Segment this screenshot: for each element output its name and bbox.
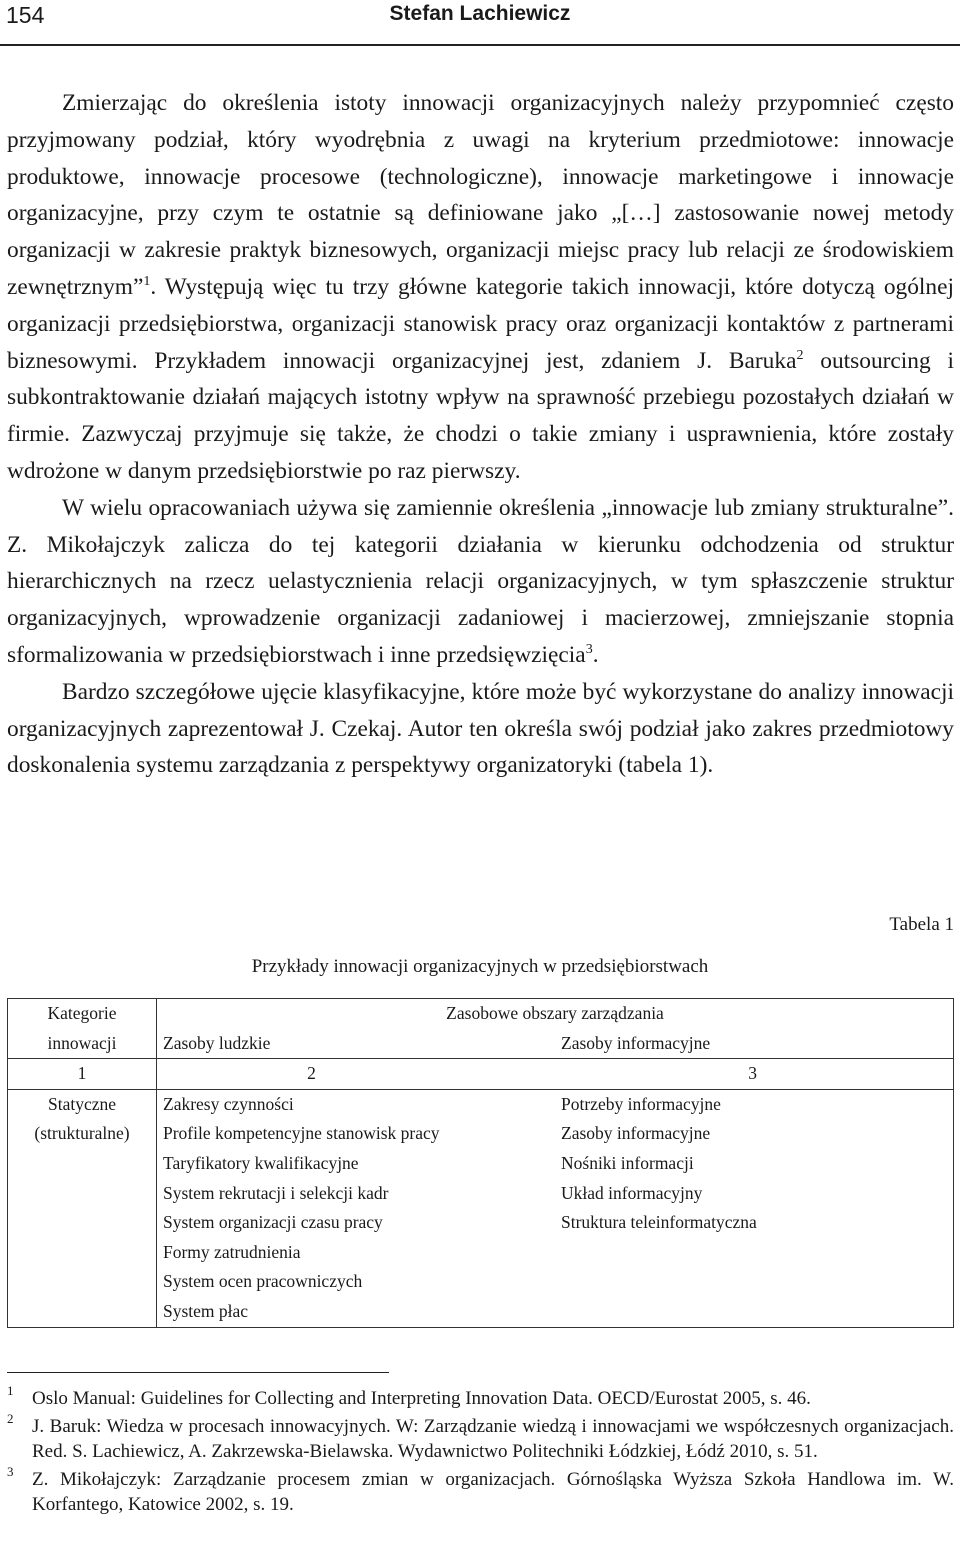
group-header-cell [157, 999, 954, 1059]
number-cell: 3 [748, 1063, 757, 1084]
human-resources-list [163, 1090, 549, 1327]
paragraph [7, 674, 954, 784]
footnote-text: Z. Mikołajczyk: Zarządzanie procesem zmian w organizacjach. Górnośląska Wyższa Szkoła Handlowa im. W. Korfantego, Katowice 2002, s. 19. [32, 1469, 954, 1515]
footnote-number: 3 [7, 1464, 14, 1479]
paragraph-text: W wielu opracowaniach używa się zamiennie określenia „innowacje lub zmiany strukturalne”. Z. Mikołajczyk zalicza do tej kategorii działania w kierunku odchodzenia od struktur hierarchicznych na rzecz uelastycznienia relacji organizacyjnych, w tym spłaszczenie struktur organizacyjnych, wprowadzenie organizacji zadaniowej i macierzowej, zmniejszanie stopnia sformalizowania w przedsiębiorstwach i inne przedsięwzięcia [7, 494, 954, 668]
group-header: Zasobowe obszary zarządzania [446, 1003, 664, 1023]
footnote-ref[interactable]: 1 [143, 273, 151, 289]
table-label: Tabela 1 [889, 914, 954, 935]
footnotes [7, 1383, 954, 1520]
category-cell [8, 1089, 157, 1327]
page-header [0, 0, 960, 46]
category-header-cell [8, 999, 157, 1059]
list-item: Układ informacyjny [561, 1182, 703, 1203]
list-item: Taryfikatory kwalifikacyjne [163, 1152, 359, 1173]
footnote-number: 2 [7, 1411, 14, 1426]
list-item: Potrzeby informacyjne [561, 1093, 721, 1114]
category-header-line: innowacji [47, 1032, 117, 1053]
footnote [7, 1383, 954, 1411]
list-item: System ocen pracowniczych [163, 1271, 363, 1292]
list-item: Nośniki informacji [561, 1152, 694, 1173]
table-title: Przykłady innowacji organizacyjnych w przedsiębiorstwach [251, 956, 709, 977]
information-resources-list [549, 1090, 947, 1327]
number-row [8, 1059, 954, 1090]
footnote [7, 1464, 954, 1517]
list-item: Struktura teleinformatyczna [561, 1212, 757, 1233]
resources-columns [163, 1090, 947, 1327]
paragraph [7, 85, 954, 490]
category-header-line: Kategorie [47, 1003, 117, 1023]
page-number: 154 [6, 2, 45, 28]
running-author: Stefan Lachiewicz [389, 2, 571, 25]
category-line: Statyczne [47, 1093, 117, 1114]
footnote-text: J. Baruk: Wiedza w procesach innowacyjnych. W: Zarządzanie wiedzą i innowacjami we współczesnych organizacjach. Red. S. Lachiewicz, A. Zakrzewska-Bielawska. Wydawnictwo Politechniki Łódzkiej, Łódź 2010, s. 51. [32, 1416, 954, 1462]
footnote-divider [7, 1372, 389, 1373]
number-cell-group [157, 1059, 954, 1090]
list-item: Profile kompetencyjne stanowisk pracy [163, 1123, 440, 1144]
innovation-table [7, 998, 954, 1328]
category-line: (strukturalne) [34, 1123, 130, 1144]
paragraph-text: Zmierzając do określenia istoty innowacji organizacyjnych należy przypomnieć często przyjmowany podział, który wyodrębnia z uwagi na kryterium przedmiotowe: innowacje produktowe, innowacje procesowe (technologiczne), innowacje marketingowe i innowacje organizacyjne, przy czym te ostatnie są definiowane jako „[…] zastosowanie nowej metody organizacji w zakresie praktyk biznesowych, organizacji miejsc pracy lub relacji ze środowiskiem zewnętrznym” [7, 90, 954, 300]
footnote-ref[interactable]: 2 [796, 347, 804, 363]
footnote-ref[interactable]: 3 [585, 641, 593, 657]
footnote-number: 1 [7, 1383, 14, 1398]
paragraph-text: . [592, 641, 599, 668]
list-item: Zakresy czynności [163, 1093, 294, 1114]
table-row [8, 1089, 954, 1327]
paragraph [7, 490, 954, 674]
footnote-text: Oslo Manual: Guidelines for Collecting and Interpreting Innovation Data. OECD/Eurostat 2005, s. 46. [32, 1388, 811, 1409]
numbers-pair [163, 1059, 947, 1089]
paragraph-text: Bardzo szczegółowe ujęcie klasyfikacyjne, które może być wykorzystane do analizy innowacji organizacyjnych zaprezentował J. Czekaj. Autor ten określa swój podział jako zakres przedmiotowy doskonalenia systemu zarządzania z perspektywy organizatoryki (tabela 1). [7, 678, 954, 779]
list-item: System płac [163, 1300, 249, 1321]
list-item: Zasoby informacyjne [561, 1123, 711, 1144]
paragraph-text: outsourcing i subkontraktowanie działań mających istotny wpływ na sprawność przebiegu pozostałych działań w firmie. Zazwyczaj przyjmuje się także, że chodzi o takie zmiany i usprawnienia, które zostały wdrożone w danym przedsiębiorstwie po raz pierwszy. [7, 347, 954, 484]
body-text [7, 85, 954, 784]
list-item: System organizacji czasu pracy [163, 1212, 383, 1233]
information-resources-header: Zasoby informacyjne [561, 1032, 711, 1053]
resources-cell [157, 1089, 954, 1327]
table-header-row [8, 999, 954, 1059]
footnote [7, 1411, 954, 1464]
list-item: System rekrutacji i selekcji kadr [163, 1182, 389, 1203]
list-item: Formy zatrudnienia [163, 1241, 301, 1262]
human-resources-header: Zasoby ludzkie [163, 1032, 271, 1053]
paragraph-text: . Występują więc tu trzy główne kategorie takich innowacji, które dotyczą ogólnej organizacji przedsiębiorstwa, organizacji stanowisk pracy oraz organizacji kontaktów z partnerami biznesowymi. Przykładem innowacji organizacyjnej jest, zdaniem J. Baruka [7, 273, 954, 374]
number-cell: 1 [8, 1059, 157, 1090]
number-cell: 2 [307, 1063, 316, 1084]
subheader-row [163, 1029, 947, 1059]
